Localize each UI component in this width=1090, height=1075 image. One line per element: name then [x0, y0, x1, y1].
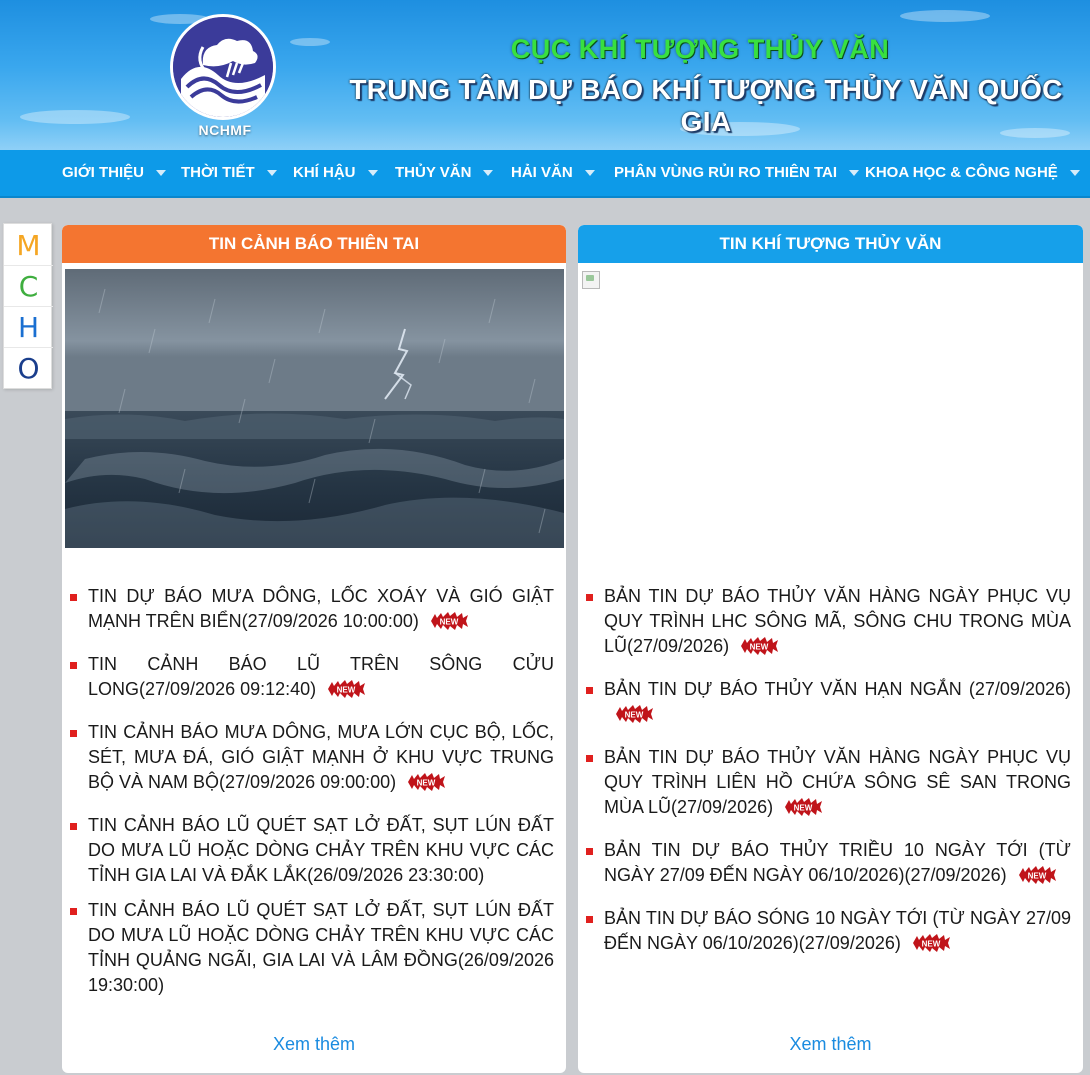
- square-bullet-icon: [70, 594, 77, 601]
- news-title: BẢN TIN DỰ BÁO THỦY TRIỀU 10 NGÀY TỚI (TỪ NGÀY 27/09 ĐẾN NGÀY 06/10/2026)(27/09/2026): [604, 840, 1071, 885]
- new-badge-icon: [326, 680, 366, 698]
- disaster-news-list: [62, 584, 566, 1016]
- list-item[interactable]: [70, 720, 554, 795]
- square-bullet-icon: [70, 908, 77, 915]
- side-letter-text: O: [17, 352, 40, 385]
- square-bullet-icon: [586, 687, 593, 694]
- storm-image[interactable]: [65, 269, 564, 548]
- storm-scene-icon: [65, 269, 564, 548]
- list-item[interactable]: [586, 906, 1071, 956]
- chevron-down-icon: [483, 170, 493, 176]
- square-bullet-icon: [586, 755, 593, 762]
- chevron-down-icon: [849, 170, 859, 176]
- list-item[interactable]: [586, 584, 1071, 659]
- square-bullet-icon: [70, 823, 77, 830]
- svg-text:NEW: NEW: [749, 642, 769, 652]
- nav-item-phan-vung-rui-ro[interactable]: [614, 150, 859, 196]
- organization-title: TRUNG TÂM DỰ BÁO KHÍ TƯỢNG THỦY VĂN QUỐC GIA: [349, 74, 1063, 137]
- nav-item-khoa-hoc[interactable]: [865, 150, 1080, 196]
- svg-text:NEW: NEW: [439, 617, 459, 627]
- new-badge-icon: [783, 798, 823, 816]
- news-title: BẢN TIN DỰ BÁO SÓNG 10 NGÀY TỚI (TỪ NGÀY 27/09 ĐẾN NGÀY 06/10/2026)(27/09/2026): [604, 908, 1071, 953]
- organization-parent-title: CỤC KHÍ TƯỢNG THỦY VĂN: [510, 34, 890, 64]
- header-banner: [0, 0, 1090, 150]
- news-title: TIN CẢNH BÁO LŨ QUÉT SẠT LỞ ĐẤT, SỤT LÚN ĐẤT DO MƯA LŨ HOẶC DÒNG CHẢY TRÊN KHU VỰC CÁC TỈNH GIA LAI VÀ ĐẮK LẮK(26/09/2026 23:30:00): [88, 815, 554, 885]
- svg-text:NEW: NEW: [793, 803, 813, 813]
- square-bullet-icon: [70, 730, 77, 737]
- news-title: TIN CẢNH BÁO LŨ QUÉT SẠT LỞ ĐẤT, SỤT LÚN ĐẤT DO MƯA LŨ HOẶC DÒNG CHẢY TRÊN KHU VỰC CÁC TỈNH QUẢNG NGÃI, GIA LAI VÀ LÂM ĐỒNG(26/09/2026 19:30:00): [88, 900, 554, 995]
- svg-text:NEW: NEW: [336, 685, 356, 695]
- hydromet-news-list: [578, 584, 1083, 974]
- news-title: BẢN TIN DỰ BÁO THỦY VĂN HẠN NGẮN (27/09/2026): [604, 679, 1071, 699]
- news-title: TIN CẢNH BÁO LŨ TRÊN SÔNG CỬU LONG(27/09/2026 09:12:40): [88, 654, 554, 699]
- main-nav: [0, 150, 1090, 198]
- mcho-side-strip: [3, 223, 52, 389]
- list-item[interactable]: [70, 813, 554, 888]
- nav-item-thoi-tiet[interactable]: [181, 150, 277, 196]
- news-title: TIN DỰ BÁO MƯA DÔNG, LỐC XOÁY VÀ GIÓ GIẬT MẠNH TRÊN BIỂN(27/09/2026 10:00:00): [88, 586, 554, 631]
- banner-cloud: [290, 38, 330, 46]
- nav-item-label: PHÂN VÙNG RỦI RO THIÊN TAI: [614, 164, 838, 181]
- nchmf-logo[interactable]: [170, 14, 276, 120]
- square-bullet-icon: [586, 916, 593, 923]
- new-badge-icon: [739, 637, 779, 655]
- nav-item-label: THỦY VĂN: [395, 164, 472, 181]
- news-title: BẢN TIN DỰ BÁO THỦY VĂN HÀNG NGÀY PHỤC VỤ QUY TRÌNH LHC SÔNG MÃ, SÔNG CHU TRONG MÙA LŨ(27/09/2026): [604, 586, 1071, 656]
- banner-cloud: [900, 10, 990, 22]
- square-bullet-icon: [586, 594, 593, 601]
- nav-item-label: HẢI VĂN: [511, 164, 573, 181]
- chevron-down-icon: [585, 170, 595, 176]
- see-more-link[interactable]: Xem thêm: [272, 1034, 356, 1054]
- side-letter-m[interactable]: [4, 226, 53, 266]
- list-item[interactable]: [586, 745, 1071, 820]
- panel-title: TIN CẢNH BÁO THIÊN TAI: [62, 225, 566, 263]
- list-item[interactable]: [586, 677, 1071, 727]
- broken-image-icon[interactable]: [582, 271, 600, 289]
- side-letter-text: C: [18, 270, 39, 303]
- new-badge-icon: [429, 612, 469, 630]
- square-bullet-icon: [70, 662, 77, 669]
- nav-item-hai-van[interactable]: [511, 150, 595, 196]
- hydromet-news-panel: [578, 225, 1083, 1073]
- nav-item-khi-hau[interactable]: [293, 150, 378, 196]
- nav-item-thuy-van[interactable]: [395, 150, 493, 196]
- svg-text:NEW: NEW: [624, 710, 644, 720]
- logo-emblem-icon: [173, 17, 273, 117]
- svg-text:NEW: NEW: [921, 939, 941, 949]
- side-letter-c[interactable]: [4, 267, 53, 307]
- nav-item-gioi-thieu[interactable]: [62, 150, 166, 196]
- disaster-warning-panel: [62, 225, 566, 1073]
- square-bullet-icon: [586, 848, 593, 855]
- new-badge-icon: [614, 705, 654, 723]
- new-badge-icon: [406, 773, 446, 791]
- chevron-down-icon: [267, 170, 277, 176]
- list-item[interactable]: [70, 898, 554, 998]
- svg-text:NEW: NEW: [1027, 871, 1046, 881]
- list-item[interactable]: [70, 584, 554, 634]
- nav-item-label: GIỚI THIỆU: [62, 164, 144, 181]
- banner-cloud: [20, 110, 130, 124]
- nav-item-label: KHOA HỌC & CÔNG NGHỆ: [865, 164, 1058, 181]
- panel-title: TIN KHÍ TƯỢNG THỦY VĂN: [578, 225, 1083, 263]
- logo-caption: NCHMF: [198, 122, 252, 138]
- svg-text:NEW: NEW: [416, 778, 436, 788]
- see-more-link[interactable]: Xem thêm: [789, 1034, 872, 1054]
- side-letter-text: H: [17, 311, 40, 344]
- list-item[interactable]: [586, 838, 1071, 888]
- nav-item-label: KHÍ HẬU: [293, 164, 356, 181]
- chevron-down-icon: [156, 170, 166, 176]
- chevron-down-icon: [1070, 170, 1080, 176]
- side-letter-text: M: [16, 229, 41, 262]
- news-title: BẢN TIN DỰ BÁO THỦY VĂN HÀNG NGÀY PHỤC VỤ QUY TRÌNH LIÊN HỒ CHỨA SÔNG SÊ SAN TRONG MÙA LŨ(27/09/2026): [604, 747, 1071, 817]
- new-badge-icon: [911, 934, 951, 952]
- news-title: TIN CẢNH BÁO MƯA DÔNG, MƯA LỚN CỤC BỘ, LỐC, SÉT, MƯA ĐÁ, GIÓ GIẬT MẠNH Ở KHU VỰC TRUNG BỘ VÀ NAM BỘ(27/09/2026 09:00:00): [88, 722, 554, 792]
- new-badge-icon: [1017, 866, 1057, 884]
- side-letter-h[interactable]: [4, 308, 53, 348]
- chevron-down-icon: [368, 170, 378, 176]
- side-letter-o[interactable]: [4, 349, 53, 389]
- nav-item-label: THỜI TIẾT: [181, 164, 255, 181]
- list-item[interactable]: [70, 652, 554, 702]
